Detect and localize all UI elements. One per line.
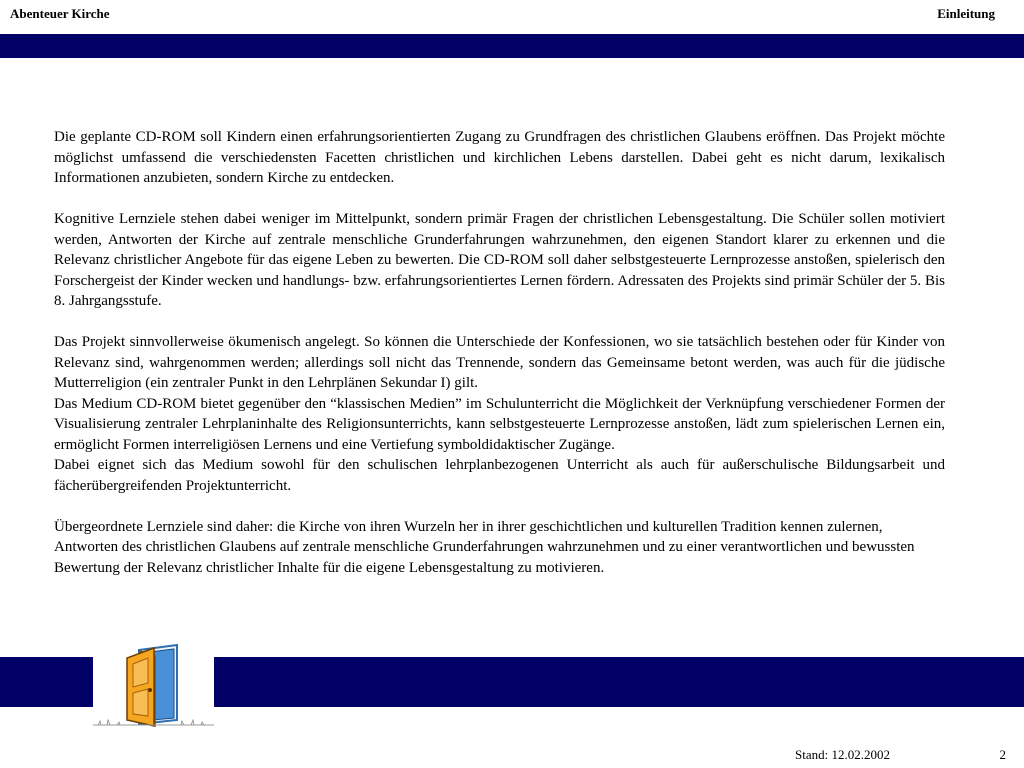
open-door-icon bbox=[93, 640, 214, 730]
top-bar bbox=[0, 34, 1024, 58]
bottom-bar-left bbox=[0, 657, 93, 707]
header-title: Abenteuer Kirche bbox=[10, 6, 110, 21]
paragraph-medium: Das Medium CD-ROM bietet gegenüber den “klassischen Medien” im Schulunterricht die Möglichkeit der Verknüpfung verschiedener Formen der Visualisierung zentraler Lehrplaninhalte des Religionsunterrichts, kann selbstgesteuerte Lernprozesse anstoßen, lädt zum spielerischen Lernen ein, ermöglicht Formen interreligiösen Lernens und eine Vertiefung symboldidaktischer Zugänge. bbox=[54, 395, 945, 453]
paragraph-learning-goals: Kognitive Lernziele stehen dabei weniger im Mittelpunkt, sondern primär Fragen der christlichen Lebensgestaltung. Die Schüler sollen motiviert werden, Antworten der Kirche auf zentrale menschliche Grunderfahrungen wahrzunehmen, den eigenen Standort klarer zu erkennen und die Relevanz christlicher Angebote für das eigene Leben zu bewerten. Die CD-ROM soll daher selbstgesteuerte Lernprozesse anstoßen, spielerisch den Forschergeist der Kinder wecken und handlungs- bzw. erfahrungsorientiertes Lernen fördern. Adressaten des Projekts sind primär Schüler der 5. Bis 8. Jahrgangsstufe. bbox=[54, 211, 945, 309]
body-text bbox=[54, 127, 945, 578]
paragraph-intro: Die geplante CD-ROM soll Kindern einen erfahrungsorientierten Zugang zu Grundfragen des christlichen Glaubens eröffnen. Das Projekt möchte möglichst umfassend die verschiedensten Facetten christlichen und kirchlichen Lebens darstellen. Dabei geht es nicht darum, lexikalisch Informationen anzubieten, sondern Kirche zu entdecken. bbox=[54, 129, 945, 186]
header-section: Einleitung bbox=[937, 6, 995, 21]
paragraph-suitability: Dabei eignet sich das Medium sowohl für den schulischen lehrplanbezogenen Unterricht als auch für außerschulische Bildungsarbeit und fächerübergreifenden Projektunterricht. bbox=[54, 457, 945, 494]
footer-date: Stand: 12.02.2002 bbox=[795, 747, 890, 762]
paragraph-ecumenical: Das Projekt sinnvollerweise ökumenisch angelegt. So können die Unterschiede der Konfessionen, wo sie tatsächlich bestehen oder für Kinder von Relevanz sind, wahrgenommen werden; allerdings soll nicht das Trennende, sondern das Gemeinsame betont werden, was auch für die jüdische Mutterreligion (ein zentraler Punkt in den Lehrplänen Sekundar I) gilt. bbox=[54, 334, 945, 391]
bottom-bar-right bbox=[214, 657, 1024, 707]
paragraph-overall-goals: Übergeordnete Lernziele sind daher: die Kirche von ihren Wurzeln her in ihrer geschichtlichen und kulturellen Tradition kennen zulernen, Antworten des christlichen Glaubens auf zentrale menschliche Grunderfahrungen wahrzunehmen und zu einer verantwortlichen und bewussten Bewertung der Relevanz christlicher Inhalte für die eigene Lebensgestaltung zu motivieren. bbox=[54, 518, 915, 576]
page-number: 2 bbox=[999, 747, 1006, 762]
